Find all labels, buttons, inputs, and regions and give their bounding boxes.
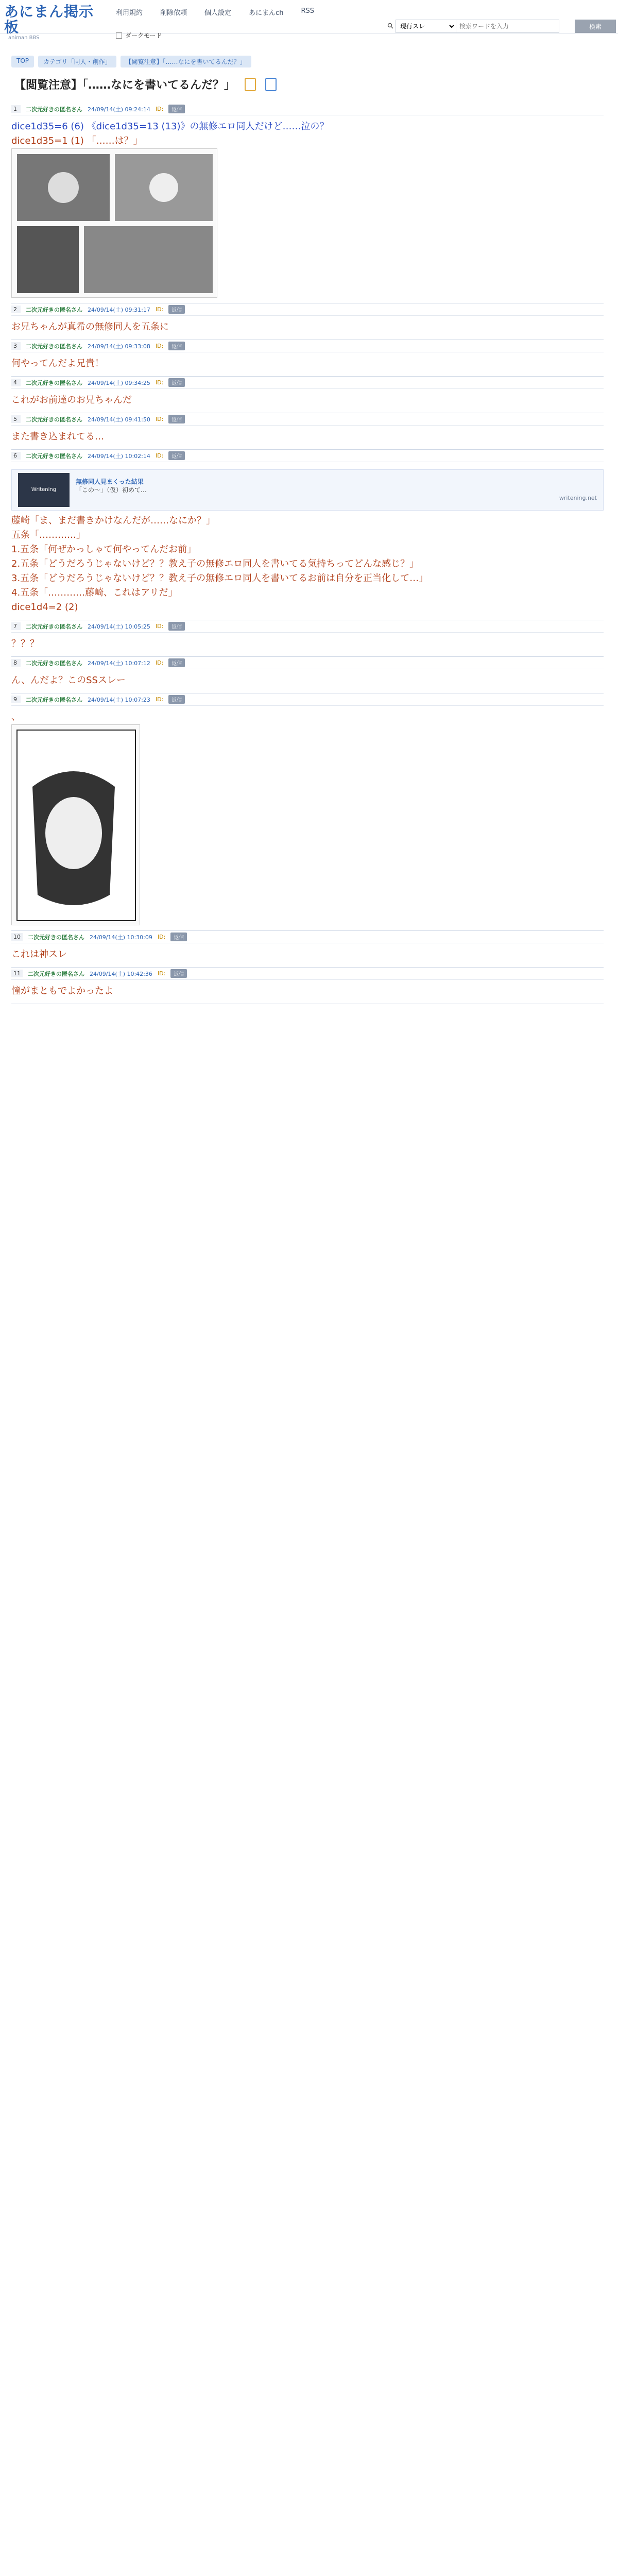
post-text-line: ？？？	[11, 638, 39, 649]
post-body	[11, 943, 604, 967]
post-id: ID:	[155, 623, 164, 630]
card-title: 無修同人見まくった結果	[76, 478, 144, 485]
post-number[interactable]: 1	[11, 105, 21, 113]
post-text-line: これがお前達のお兄ちゃんだ	[11, 395, 132, 405]
post-header	[11, 693, 604, 706]
post-id: ID:	[155, 306, 164, 313]
post-header	[11, 620, 604, 633]
reply-button[interactable]: 返信	[168, 451, 185, 460]
post-number[interactable]: 10	[11, 933, 23, 941]
breadcrumb-category[interactable]: カテゴリ「同人・創作」	[38, 56, 116, 67]
post-number[interactable]: 5	[11, 415, 21, 423]
thread-title-row	[14, 76, 277, 92]
post-text-line: 憧がまともでよかったよ	[11, 986, 113, 996]
poster-name: 二次元好きの匿名さん	[26, 306, 82, 313]
post-id: ID:	[155, 696, 164, 703]
post-number[interactable]: 2	[11, 306, 21, 313]
dark-mode-toggle[interactable]	[116, 31, 162, 40]
post-number[interactable]: 3	[11, 342, 21, 350]
post-date: 24/09/14(土) 09:31:17	[88, 306, 150, 313]
card-text	[76, 478, 603, 502]
post-body	[11, 352, 604, 376]
post-header	[11, 657, 604, 669]
reply-button[interactable]: 返信	[170, 969, 187, 978]
post-text-line: dice1d35=1 (1) 「……は？」	[11, 135, 143, 146]
reply-button[interactable]: 返信	[168, 378, 185, 387]
breadcrumb	[11, 56, 251, 67]
card-thumbnail: Writening	[18, 473, 70, 507]
post	[11, 693, 604, 931]
post-body	[11, 669, 604, 693]
post-number[interactable]: 9	[11, 696, 21, 703]
poster-name: 二次元好きの匿名さん	[28, 934, 84, 941]
post	[11, 450, 604, 620]
post-date: 24/09/14(土) 10:02:14	[88, 452, 150, 460]
post	[11, 377, 604, 413]
post-number[interactable]: 8	[11, 659, 21, 667]
post-id: ID:	[155, 379, 164, 386]
post-text-line: 3.五条「どうだろうじゃないけど？？教え子の無修エロ同人を書いてるお前は自分を正当化して…」	[11, 573, 428, 584]
link-card[interactable]	[11, 469, 604, 511]
nav-delete-request[interactable]: 削除依頼	[160, 9, 187, 17]
post-text-line: 1.五条「何ぜかっしゃて何やってんだお前」	[11, 544, 197, 555]
post-number[interactable]: 7	[11, 622, 21, 630]
post-text-line: 藤崎「ま、まだ書きかけなんだが……なにか？」	[11, 515, 215, 526]
nav-animanch[interactable]: あにまんch	[249, 9, 284, 17]
breadcrumb-top[interactable]: TOP	[11, 56, 34, 67]
post-header	[11, 340, 604, 352]
checkbox-icon[interactable]	[116, 32, 122, 39]
poster-name: 二次元好きの匿名さん	[26, 452, 82, 460]
post-text-line: dice1d35=6 (6) 《dice1d35=13 (13)》の無修エロ同人だけど……泣の？	[11, 121, 329, 132]
card-url: writening.net	[559, 495, 597, 501]
post-text-line: dice1d4=2 (2)	[11, 602, 78, 613]
post-id: ID:	[157, 970, 166, 977]
post-date: 24/09/14(土) 09:34:25	[88, 379, 150, 386]
post-header	[11, 450, 604, 462]
logo-text: あにまん掲示板	[4, 3, 94, 36]
post-number[interactable]: 11	[11, 970, 23, 977]
post-date: 24/09/14(土) 09:41:50	[88, 416, 150, 423]
post-body	[11, 426, 604, 449]
nav-terms[interactable]: 利用規約	[116, 9, 143, 17]
search-icon	[387, 23, 393, 29]
reply-button[interactable]: 返信	[168, 415, 185, 423]
top-nav	[116, 7, 314, 17]
post-header	[11, 103, 604, 115]
site-logo[interactable]	[4, 4, 107, 41]
post	[11, 968, 604, 1004]
post-text-line: これは神スレ	[11, 949, 67, 960]
post-header	[11, 413, 604, 426]
page-title: 【閲覧注意】「……なにを書いてるんだ？」	[14, 79, 236, 92]
post	[11, 413, 604, 450]
search-input[interactable]	[456, 20, 559, 33]
search-scope-select[interactable]	[396, 20, 456, 33]
bookmark-icon[interactable]	[245, 78, 256, 91]
post-header	[11, 968, 604, 980]
reply-button[interactable]: 返信	[168, 622, 185, 631]
post-date: 24/09/14(土) 10:07:12	[88, 659, 150, 667]
post-body	[11, 115, 604, 303]
post-text-line: また書き込まれてる…	[11, 431, 104, 442]
post-number[interactable]: 6	[11, 452, 21, 460]
poster-name: 二次元好きの匿名さん	[26, 416, 82, 423]
post	[11, 103, 604, 303]
post-id: ID:	[155, 343, 164, 349]
poster-name: 二次元好きの匿名さん	[26, 106, 82, 113]
post	[11, 657, 604, 693]
post-text-line: 2.五条「どうだろうじゃないけど？？教え子の無修エロ同人を書いてる気持ちってどんな感じ？」	[11, 558, 419, 569]
post-list	[11, 103, 604, 1004]
poster-name: 二次元好きの匿名さん	[26, 696, 82, 703]
post	[11, 303, 604, 340]
poster-name: 二次元好きの匿名さん	[26, 343, 82, 350]
post-id: ID:	[155, 106, 164, 112]
manga-image[interactable]	[11, 724, 140, 925]
post-header	[11, 931, 604, 943]
breadcrumb-thread[interactable]: 【閲覧注意】「……なにを書いてるんだ？」	[121, 56, 251, 67]
post-date: 24/09/14(土) 09:33:08	[88, 343, 150, 350]
post-id: ID:	[155, 452, 164, 459]
post-body	[11, 389, 604, 413]
post-text-line: ん、んだよ？このSSスレー	[11, 675, 126, 686]
nav-rss[interactable]: RSS	[301, 7, 314, 15]
post	[11, 340, 604, 377]
post-body	[11, 633, 604, 656]
search-button[interactable]: 検索	[575, 20, 616, 33]
post-id: ID:	[157, 934, 166, 940]
post-text-line: お兄ちゃんが真希の無修同人を五条に	[11, 321, 169, 332]
card-description: 「この〜」（仮）初めて…	[76, 486, 147, 494]
post-body	[11, 980, 604, 1004]
search-bar	[396, 20, 616, 33]
post-body	[11, 316, 604, 340]
logo-subtitle: animan BBS	[8, 35, 40, 41]
post-id: ID:	[155, 416, 164, 422]
post-id: ID:	[155, 659, 164, 666]
post-date: 24/09/14(土) 10:05:25	[88, 623, 150, 630]
post-date: 24/09/14(土) 10:42:36	[90, 970, 152, 977]
post	[11, 931, 604, 968]
poster-name: 二次元好きの匿名さん	[28, 970, 84, 977]
poster-name: 二次元好きの匿名さん	[26, 379, 82, 386]
post-text-line: 、	[11, 711, 21, 722]
share-icon[interactable]	[265, 78, 277, 91]
nav-settings[interactable]: 個人設定	[204, 9, 232, 17]
post-header	[11, 377, 604, 389]
post-text-line: 五条「…………」	[11, 530, 85, 540]
poster-name: 二次元好きの匿名さん	[26, 659, 82, 667]
reply-button[interactable]: 返信	[170, 933, 187, 941]
post-body	[11, 706, 604, 930]
site-header	[0, 0, 618, 41]
post-body	[11, 462, 604, 620]
post-date: 24/09/14(土) 10:07:23	[88, 696, 150, 703]
reply-button[interactable]: 返信	[168, 305, 185, 314]
poster-name: 二次元好きの匿名さん	[26, 623, 82, 630]
dark-mode-label: ダークモード	[125, 32, 162, 39]
post-date: 24/09/14(土) 10:30:09	[90, 934, 152, 941]
manga-image[interactable]	[11, 148, 217, 298]
post	[11, 620, 604, 657]
post-number[interactable]: 4	[11, 379, 21, 386]
reply-button[interactable]: 返信	[168, 695, 185, 704]
post-text-line: 何やってんだよ兄貴！	[11, 358, 104, 369]
post-header	[11, 303, 604, 316]
reply-button[interactable]: 返信	[168, 658, 185, 667]
reply-button[interactable]: 返信	[168, 105, 185, 113]
post-text-line: 4.五条「…………藤崎、これはアリだ」	[11, 587, 178, 598]
post-date: 24/09/14(土) 09:24:14	[88, 106, 150, 113]
reply-button[interactable]: 返信	[168, 342, 185, 350]
